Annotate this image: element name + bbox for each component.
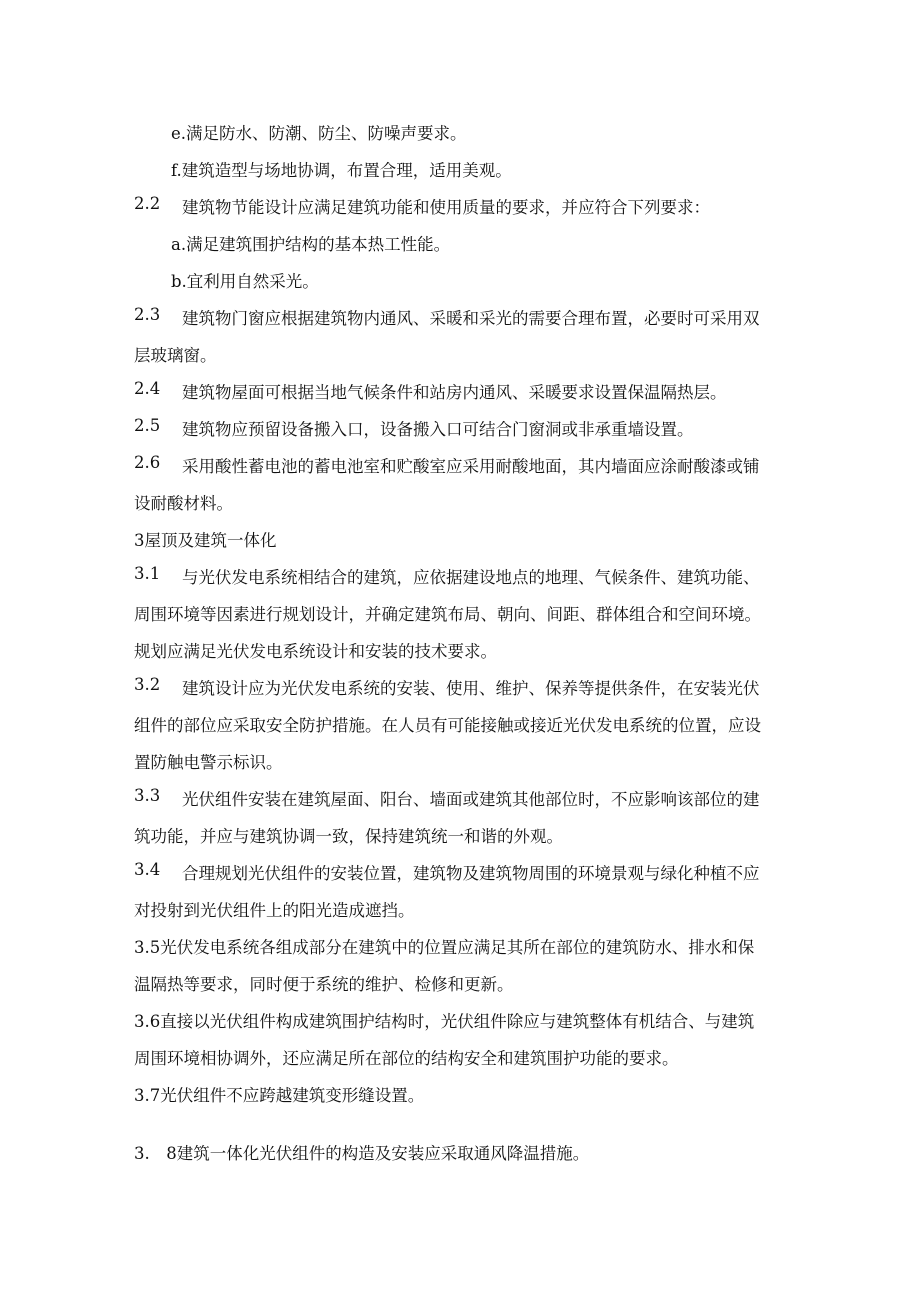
section-text: 设耐酸材料。 — [134, 494, 233, 513]
section-number: 3.1 — [134, 564, 161, 583]
section-number: 3.2 — [134, 675, 161, 694]
section-text: 置防触电警示标识。 — [134, 753, 283, 772]
section-text: 合理规划光伏组件的安装位置，建筑物及建筑物周围的环境景观与绿化种植不应 — [182, 864, 760, 883]
section-text: 3.7光伏组件不应跨越建筑变形缝设置。 — [134, 1086, 425, 1105]
section-number: 2.5 — [134, 416, 161, 435]
section-text: 建筑物应预留设备搬入口，设备搬入口可结合门窗洞或非承重墙设置。 — [182, 420, 694, 439]
section-text: 建筑物屋面可根据当地气候条件和站房内通风、采暖要求设置保温隔热层。 — [182, 383, 727, 402]
section-number: 3.3 — [134, 786, 161, 805]
section-number: 2.2 — [134, 194, 161, 213]
item-b: b.宜利用自然采光。 — [171, 272, 319, 291]
section-number: 2.6 — [134, 453, 161, 472]
section-text: 层玻璃窗。 — [134, 346, 217, 365]
item-e: e.满足防水、防潮、防尘、防噪声要求。 — [171, 124, 467, 143]
section-text: 3. 8建筑一体化光伏组件的构造及安装应采取通风降温措施。 — [134, 1144, 590, 1163]
section-text: 3.6直接以光伏组件构成建筑围护结构时，光伏组件除应与建筑整体有机结合、与建筑 — [134, 1012, 755, 1031]
item-a: a.满足建筑围护结构的基本热工性能。 — [171, 235, 451, 254]
section-text: 3.5光伏发电系统各组成部分在建筑中的位置应满足其所在部位的建筑防水、排水和保 — [134, 938, 755, 957]
section-text: 建筑物门窗应根据建筑物内通风、采暖和采光的需要合理布置，必要时可采用双 — [182, 309, 760, 328]
section-text: 组件的部位应采取安全防护措施。在人员有可能接触或接近光伏发电系统的位置，应设 — [134, 716, 761, 735]
section-text: 光伏组件安装在建筑屋面、阳台、墙面或建筑其他部位时，不应影响该部位的建 — [182, 790, 760, 809]
section-text: 采用酸性蓄电池的蓄电池室和贮酸室应采用耐酸地面，其内墙面应涂耐酸漆或铺 — [182, 457, 760, 476]
section-text: 规划应满足光伏发电系统设计和安装的技术要求。 — [134, 642, 497, 661]
section-text: 温隔热等要求，同时便于系统的维护、检修和更新。 — [134, 975, 514, 994]
section-text: 建筑物节能设计应满足建筑功能和使用质量的要求，并应符合下列要求： — [182, 198, 710, 217]
section-text: 筑功能，并应与建筑协调一致，保持建筑统一和谐的外观。 — [134, 827, 563, 846]
section-text: 对投射到光伏组件上的阳光造成遮挡。 — [134, 901, 415, 920]
section-number: 2.4 — [134, 379, 161, 398]
section-text: 周围环境等因素进行规划设计，并确定建筑布局、朝向、间距、群体组合和空间环境。 — [134, 605, 761, 624]
section-heading: 3屋顶及建筑一体化 — [134, 531, 277, 550]
section-text: 周围环境相协调外，还应满足所在部位的结构安全和建筑围护功能的要求。 — [134, 1049, 679, 1068]
section-number: 2.3 — [134, 305, 161, 324]
section-text: 建筑设计应为光伏发电系统的安装、使用、维护、保养等提供条件，在安装光伏 — [182, 679, 760, 698]
section-text: 与光伏发电系统相结合的建筑，应依据建设地点的地理、气候条件、建筑功能、 — [182, 568, 760, 587]
item-f: f.建筑造型与场地协调，布置合理，适用美观。 — [171, 161, 512, 180]
section-number: 3.4 — [134, 860, 161, 879]
